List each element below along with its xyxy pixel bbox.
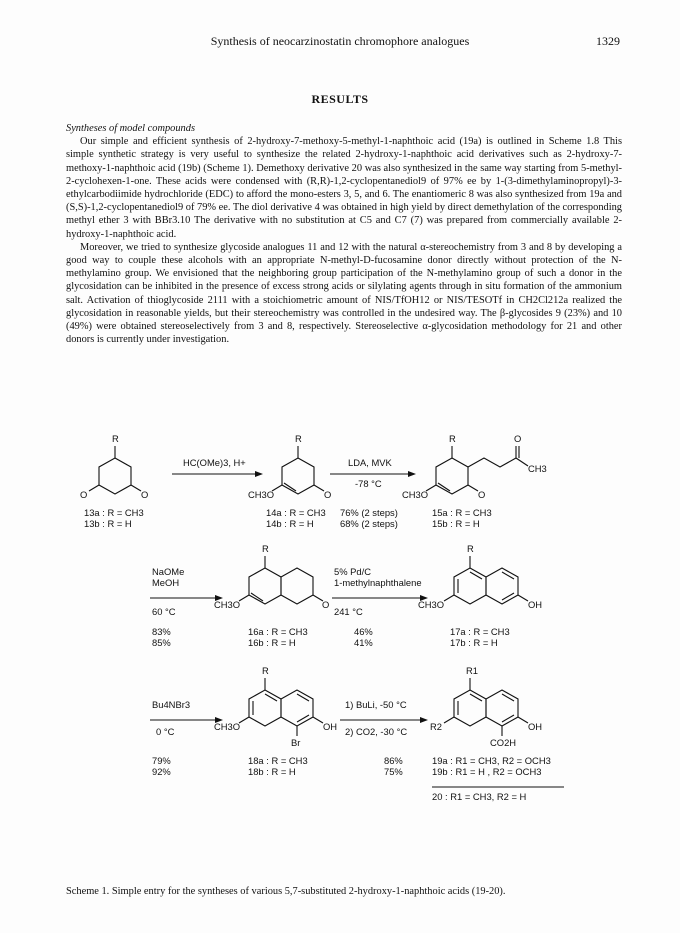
yield-18a: 79% [152, 755, 171, 766]
label-20: 20 : R1 = CH3, R2 = H [432, 791, 527, 802]
yield-16b: 85% [152, 637, 171, 648]
paragraph-1: Our simple and efficient synthesis of 2-hydroxy-7-methoxy-5-methyl-1-naphthoic acid (19a) is outlined in Scheme 1.8 This simple synthetic strategy is very useful to synthesize the related 2-hydroxy-1-naphthoic acid derivatives such as 2-hydroxy-7-methoxy-1-naphthoic acid (19b) (Scheme 1). Demethoxy derivative 20 was also synthesized in the same way starting from 5-methyl-2-cyclohexen-1-one. These acids were condensed with (R,R)-1,2-cyclopentanediol9 of 97% ee by 1-(3-dimethylaminopropyl)-3-ethylcarbodiimide hydrochloride (EDC) to afford the mono-esters 3, 5, and 6. The enantiomeric 8 was also synthesized from 19a and (S,S)-1,2-cyclopentanediol9 of 79% ee. The diol derivative 4 was obtained in high yield by direct demethylation of the corresponding methyl ether 3 with BBr3.10 The derivative with no substitution at C5 and C7 (7) was prepared from commercially available 2-hydroxy-1-naphthoic acid. [66, 136, 622, 240]
bromo-18: Br [291, 737, 301, 748]
reagent-4-mid: 1-methylnaphthalene [334, 577, 422, 588]
yield-14a: 76% (2 steps) [340, 507, 398, 518]
oxygen-13b: O [141, 489, 149, 500]
label-17a: 17a : R = CH3 [450, 626, 510, 637]
oxygen-14: O [324, 489, 332, 500]
reagent-3-bottom: 60 °C [152, 606, 176, 617]
reagent-4-bottom: 241 °C [334, 606, 363, 617]
yield-17b: 41% [354, 637, 373, 648]
oxygen-15: O [478, 489, 486, 500]
reagent-5-top: Bu4NBr3 [152, 699, 191, 710]
yield-19a: 86% [384, 755, 403, 766]
compound-14-structure [272, 446, 324, 494]
reagent-2-bottom: -78 °C [355, 478, 382, 489]
compound-16-structure [239, 556, 323, 604]
label-14b: 14b : R = H [266, 518, 314, 529]
label-19b: 19b : R1 = H , R2 = OCH3 [432, 766, 542, 777]
label-18a: 18a : R = CH3 [248, 755, 308, 766]
page-number: 1329 [596, 34, 620, 48]
substituent-18: R [262, 665, 269, 676]
reagent-3-top: NaOMe [152, 566, 185, 577]
reagent-6-top: 1) BuLi, -50 °C [345, 699, 407, 710]
label-14a: 14a : R = CH3 [266, 507, 326, 518]
compound-19-structure [444, 678, 528, 736]
reagent-5-bottom: 0 °C [156, 726, 175, 737]
compound-15-structure [426, 446, 528, 494]
yield-17a: 46% [354, 626, 373, 637]
body-text [66, 122, 622, 346]
compound-17-structure [444, 556, 528, 604]
reagent-6-bottom: 2) CO2, -30 °C [345, 726, 408, 737]
label-18b: 18b : R = H [248, 766, 296, 777]
substituent-15: R [449, 433, 456, 444]
label-16b: 16b : R = H [248, 637, 296, 648]
label-17b: 17b : R = H [450, 637, 498, 648]
yield-14b: 68% (2 steps) [340, 518, 398, 529]
hydroxy-17: OH [528, 599, 543, 610]
methoxy-17: CH3O [418, 599, 445, 610]
compound-13-structure [89, 446, 141, 494]
reaction-scheme [0, 430, 680, 880]
hydroxy-19: OH [528, 721, 543, 732]
reagent-3-mid: MeOH [152, 577, 180, 588]
section-heading: RESULTS [311, 92, 369, 106]
methoxy-15: CH3O [402, 489, 429, 500]
methoxy-14: CH3O [248, 489, 275, 500]
scheme-caption: Scheme 1. Simple entry for the syntheses of various 5,7-substituted 2-hydroxy-1-naphthoic acids (19-20). [66, 886, 506, 897]
carboxyl-19: CO2H [490, 737, 517, 748]
yield-19b: 75% [384, 766, 403, 777]
reagent-2-top: LDA, MVK [348, 457, 392, 468]
methoxy-18: CH3O [214, 721, 241, 732]
reagent-4-top: 5% Pd/C [334, 566, 371, 577]
methyl-15: CH3 [528, 463, 547, 474]
yield-16a: 83% [152, 626, 171, 637]
substituent-16: R [262, 543, 269, 554]
oxygen-13a: O [80, 489, 88, 500]
reagent-1: HC(OMe)3, H+ [183, 457, 246, 468]
subheading: Syntheses of model compounds [66, 123, 195, 134]
oxygen-16: O [322, 599, 330, 610]
label-15a: 15a : R = CH3 [432, 507, 492, 518]
substituent-14: R [295, 433, 302, 444]
paragraph-2: Moreover, we tried to synthesize glycoside analogues 11 and 12 with the natural α-stereochemistry from 3 and 8 by developing a good way to couple these alcohols with an appropriate N-methyl-D-fucosamine donor directly without protection of the N-methylamino group. We envisioned that the neighboring group participation of the N-methylamino group of such a donor in the glycosidation can be inhibited in the presence of excess strong acids or silylating agents through in situ formation of the ammonium salt. Activation of thioglycoside 2111 with a stoichiometric amount of NIS/TfOH12 or NIS/TESOTf in CH2Cl212a realized the glycosidation in reasonable yields, but their stereochemistry was controlled in the undesired way. The β-glycosides 9 (23%) and 10 (49%) were obtained stereoselectively from 3 and 8, respectively. Stereoselective α-glycosidation methodology for 21 and other donors is currently under investigation. [66, 241, 622, 346]
yield-18b: 92% [152, 766, 171, 777]
hydroxy-18: OH [323, 721, 338, 732]
label-13b: 13b : R = H [84, 518, 132, 529]
substituent-19: R1 [466, 665, 478, 676]
compound-18-structure [239, 678, 323, 736]
r2-19: R2 [430, 721, 442, 732]
ketone-oxygen-15: O [514, 433, 522, 444]
substituent-17: R [467, 543, 474, 554]
substituent-13: R [112, 433, 119, 444]
methoxy-16: CH3O [214, 599, 241, 610]
label-15b: 15b : R = H [432, 518, 480, 529]
label-13a: 13a : R = CH3 [84, 507, 144, 518]
label-16a: 16a : R = CH3 [248, 626, 308, 637]
running-head-title: Synthesis of neocarzinostatin chromophore analogues [210, 34, 470, 48]
label-19a: 19a : R1 = CH3, R2 = OCH3 [432, 755, 551, 766]
